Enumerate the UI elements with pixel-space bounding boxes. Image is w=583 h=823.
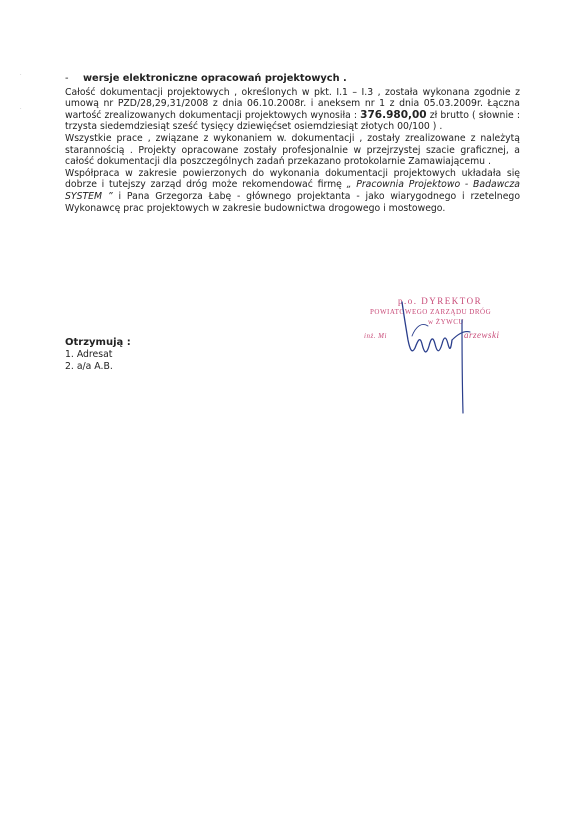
official-stamp	[360, 296, 530, 426]
signature-tail	[452, 331, 470, 340]
bullet-text: wersje elektroniczne opracowań projektowych .	[83, 73, 347, 84]
bullet-item	[65, 73, 520, 85]
letter-body	[65, 73, 520, 214]
firm-name: „ Pracownia Projektowo - Badawcza SYSTEM ”	[65, 179, 520, 202]
bullet-dash: -	[65, 73, 69, 84]
paragraph-quality: Wszystkie prace , związane z wykonaniem w. dokumentacji , zostały zrealizowane z należytą starannością . Projekty opracowane zostały profesjonalnie w przejrzystej szacie graficznej, a całość dokumentacji dla poszczególnych zadań przekazano protokolarnie Zamawiającemu .	[65, 132, 520, 168]
signature-downstroke	[462, 320, 463, 413]
signature-loop	[412, 324, 428, 336]
recipient-item: 1. Adresat	[65, 349, 113, 360]
paragraph-cost	[65, 87, 520, 133]
paragraph-recommendation	[65, 168, 520, 214]
paragraph-recommendation-part2: i Pana Grzegorza Łabę - głównego projektanta - jako wiarygodnego i rzetelnego Wykonawcę prac projektowych w zakresie budownictwa drogowego i mostowego.	[65, 190, 521, 214]
handwritten-signature	[360, 296, 530, 426]
stamp-title: p.o. DYREKTOR	[398, 296, 483, 306]
stamp-name-end: arzewski	[464, 330, 500, 340]
paragraph-cost-part1: Całość dokumentacji projektowych , określonych w pkt. I.1 – I.3 , została wykonana zgodnie z umową nr PZD/28,29,31/2008 z dnia 06.10.2008r. i aneksem nr 1 z dnia 05.03.2009r. Łączna wartość zrealizowanych dokumentacji projektowych wynosiła :	[65, 86, 520, 121]
total-amount: 376.980,00	[360, 108, 427, 121]
paragraph-cost-part2: zł brutto ( słownie : trzysta siedemdziesiąt sześć tysięcy dziewięćset osiemdziesiąt złotych 00/100 ) .	[65, 109, 520, 133]
stamp-name-start: inż. Mi	[364, 332, 387, 340]
signature-stroke	[402, 302, 452, 352]
recipients-block	[65, 337, 131, 373]
paragraph-recommendation-part1: Współpraca w zakresie powierzonych do wykonania dokumentacji projektowych układała się dobrze i tutejszy zarząd dróg może rekomendować firmę	[65, 167, 520, 191]
recipient-item: 2. a/a A.B.	[65, 361, 113, 372]
stamp-office: POWIATOWEGO ZARZĄDU DRÓG	[370, 308, 492, 316]
recipients-heading: Otrzymują :	[65, 337, 131, 348]
scan-specks: · ·	[20, 72, 22, 112]
stamp-city: w ŻYWCU	[428, 318, 464, 326]
